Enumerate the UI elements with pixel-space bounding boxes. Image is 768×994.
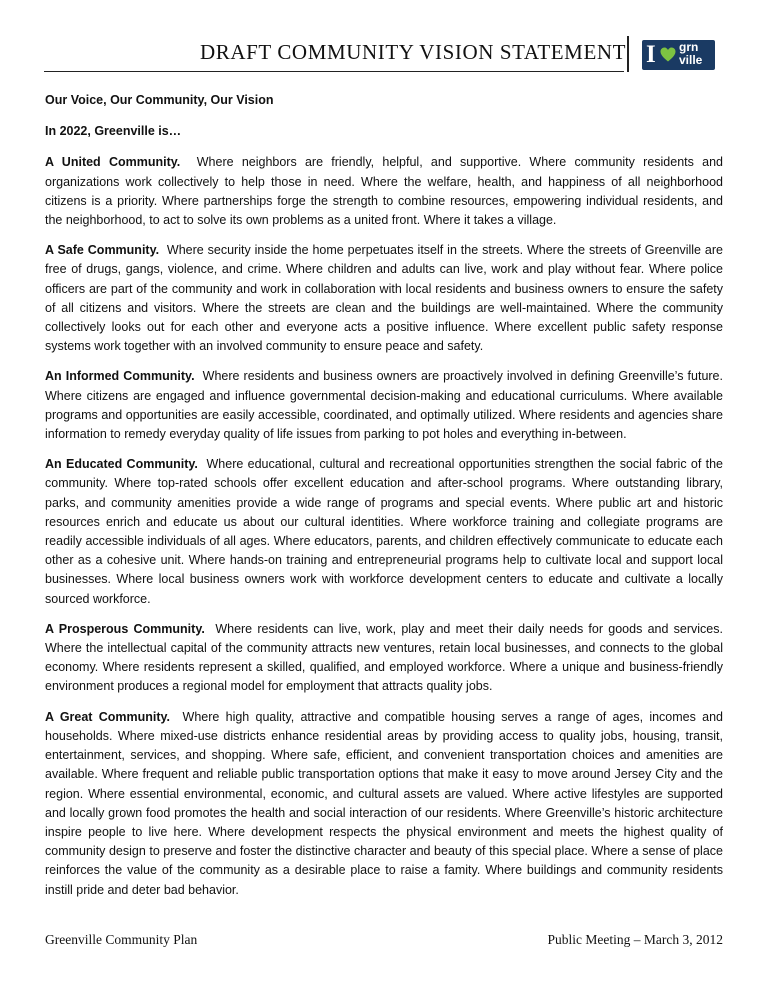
section-united <box>45 153 723 230</box>
header-divider <box>44 71 624 72</box>
section-educated <box>45 455 723 609</box>
heart-icon <box>660 47 676 62</box>
logo-letter: I <box>646 41 656 68</box>
document-title: DRAFT COMMUNITY VISION STATEMENT <box>200 40 627 64</box>
slogan: Our Voice, Our Community, Our Vision <box>45 93 274 107</box>
footer-plan-name: Greenville Community Plan <box>45 932 198 947</box>
intro-line: In 2022, Greenville is… <box>45 124 182 139</box>
section-great <box>45 708 723 900</box>
section-body: Where educational, cultural and recreational opportunities strengthen the social fabric of the community. Where top-rated schools offer excellent education and after-school programs. Where outstanding library, parks, and community amenities provide a wide range of programs and special events. Where public art and historic resources enrich and educate us about our cultural identities. Where workforce training and collegiate programs are readily accessible individuals of all ages. Where educators, parents, and children effectively communicate to educate each other as a cohesive unit. Where hands-on training and entrepreneurial programs help to cultivate local and support local businesses. Where local business owners work with workforce development centers to educate and cultivate a locally sourced workforce. <box>45 457 724 606</box>
section-heading: An Educated Community. <box>45 457 198 472</box>
section-heading: A Safe Community. <box>45 243 160 258</box>
header-vertical-divider <box>627 36 629 72</box>
logo-word-bottom: ville <box>679 53 703 67</box>
footer-meeting-date: Public Meeting – March 3, 2012 <box>547 932 723 947</box>
section-prosperous <box>45 620 723 697</box>
section-body: Where high quality, attractive and compatible housing serves a range of ages, incomes and households. Where mixed-use districts enhance residential areas by providing access to quality jobs, housing, transit, entertainment, services, and shopping. Where safe, efficient, and convenient transportation choices and amenities are available. Where frequent and reliable public transportation options that make it easy to move around Jersey City and the region. Where essential environmental, economic, and cultural assets are valued. Where active lifestyles are supported and locally grown food promotes the health and social interaction of our residents. Where Greenville’s historic architecture inspire people to live here. Where development respects the physical environment and meets the highest quality of community design to preserve and foster the distinctive character and beauty of this special place. Where a sense of place reinforces the value of the community as a desirable place to raise a famity. Where buildings and community residents instill pride and deter bad behavior. <box>45 709 723 897</box>
section-heading: A United Community. <box>45 155 181 170</box>
section-body: Where residents and business owners are proactively involved in defining Greenville’s future. Where citizens are engaged and influence governmental decision-making and educational curriculums. Where available programs and opportunities are easily accessible, coordinated, and optimally utilized. Where residents and agencies share information to remedy everyday quality of life issues from parking to pot holes and everything in-between. <box>45 369 723 442</box>
section-heading: An Informed Community. <box>45 369 195 384</box>
vision-content <box>45 91 723 911</box>
section-body: Where neighbors are friendly, helpful, and supportive. Where community residents and organizations work collectively to help those in need. Where the welfare, health, and happiness of all neighborhood citizens is a priority. Where partnerships forge the strength to combine resources, empowering individual residents, and the neighborhood, to act to solve its own problems as a united front. Where it takes a village. <box>45 155 723 228</box>
i-love-grnville-logo <box>642 40 715 70</box>
section-safe <box>45 241 723 356</box>
section-heading: A Great Community. <box>45 709 171 724</box>
section-body: Where security inside the home perpetuates itself in the streets. Where the streets of Greenville are free of drugs, gangs, violence, and crime. Where children and adults can live, work and play without fear. Where police officers are part of the community and work in collaboration with local residents and business owners to ensure the safety of all citizens and visitors. Where the streets are clean and the buildings are well-maintained. Where the community collectively looks out for each other and everyone acts a positive influence. Where excellent public safety response systems work together with an involved community to ensure peace and safety. <box>45 243 723 354</box>
section-informed <box>45 367 723 444</box>
section-body: Where residents can live, work, play and meet their daily needs for goods and services. Where the intellectual capital of the community attracts new ventures, retain local businesses, and connects to the global economy. Where residents represent a skilled, qualified, and employed workforce. Where a unique and business-friendly environment produces a regional model for employment that attracts quality jobs. <box>45 621 723 694</box>
section-heading: A Prosperous Community. <box>45 621 205 636</box>
logo-word-top: grn <box>679 40 699 54</box>
